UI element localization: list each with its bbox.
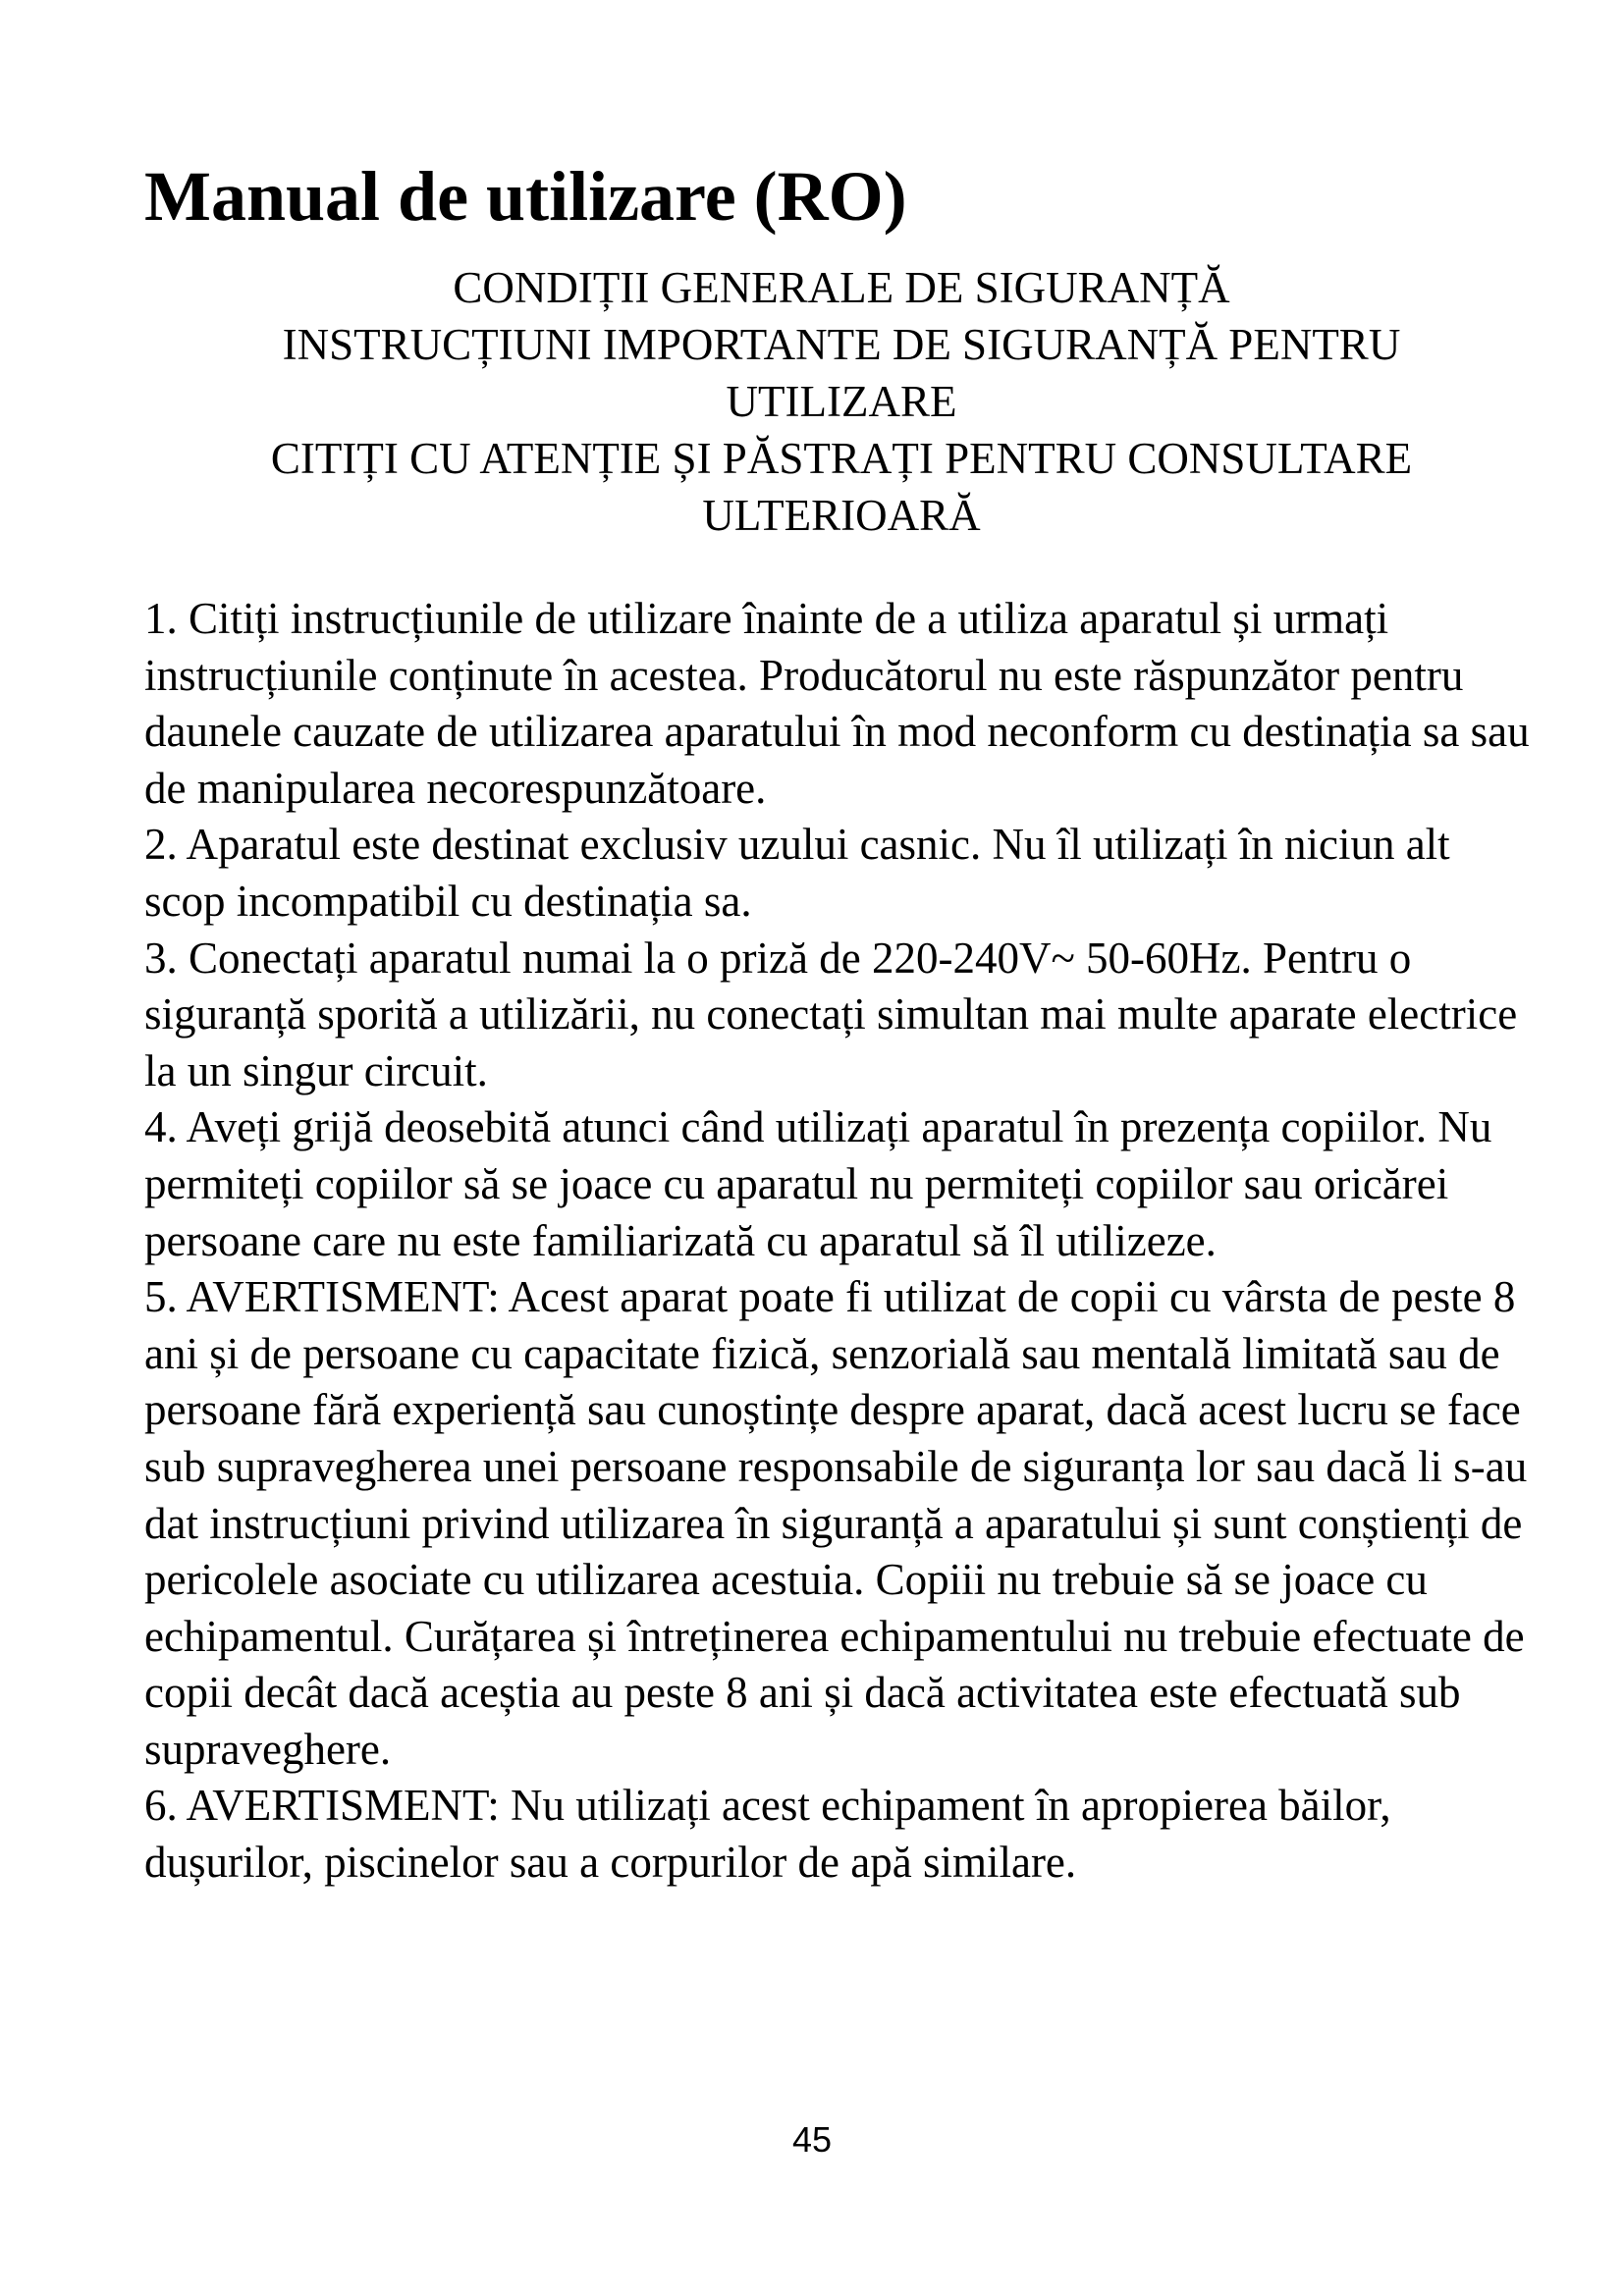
page-title: Manual de utilizare (RO) — [144, 157, 907, 236]
safety-heading — [144, 259, 1539, 544]
heading-line: CONDIȚII GENERALE DE SIGURANȚĂ — [453, 263, 1230, 312]
manual-page — [144, 147, 1539, 1892]
instruction-item-1: 1. Citiți instrucțiunile de utilizare înainte de a utiliza aparatul și urmați instrucțiunile conținute în acestea. Producătorul nu este răspunzător pentru daunele cauzate de utilizarea aparatului în mod neconform cu destinația sa sau de manipularea necorespunzătoare. — [144, 594, 1530, 813]
instruction-item-2: 2. Aparatul este destinat exclusiv uzului casnic. Nu îl utilizați în niciun alt scop incompatibil cu destinația sa. — [144, 820, 1450, 926]
safety-instructions-list — [144, 591, 1539, 1892]
instruction-item-3: 3. Conectați aparatul numai la o priză de 220-240V~ 50-60Hz. Pentru o siguranță sporită a utilizării, nu conectați simultan mai multe aparate electrice la un singur circuit. — [144, 933, 1518, 1095]
heading-line: ULTERIOARĂ — [702, 491, 981, 540]
heading-line: CITIȚI CU ATENȚIE ȘI PĂSTRAȚI PENTRU CONSULTARE — [270, 434, 1413, 483]
heading-line: UTILIZARE — [726, 377, 957, 426]
heading-line: INSTRUCȚIUNI IMPORTANTE DE SIGURANȚĂ PENTRU — [282, 320, 1401, 369]
instruction-item-4: 4. Aveți grijă deosebită atunci când utilizați aparatul în prezența copiilor. Nu permiteți copiilor să se joace cu aparatul nu permiteți copiilor sau oricărei persoane care nu este familiarizată cu aparatul să îl utilizeze. — [144, 1102, 1492, 1265]
page-number: 45 — [791, 2119, 833, 2160]
instruction-item-6: 6. AVERTISMENT: Nu utilizați acest echipament în apropierea băilor, dușurilor, piscinelor sau a corpurilor de apă similare. — [144, 1781, 1391, 1888]
instruction-item-5: 5. AVERTISMENT: Acest aparat poate fi utilizat de copii cu vârsta de peste 8 ani și de persoane cu capacitate fizică, senzorială sau mentală limitată sau de persoane fără experiență sau cunoștințe despre aparat, dacă acest lucru se face sub supravegherea unei persoane responsabile de siguranța lor sau dacă li s-au dat instrucțiuni privind utilizarea în siguranță a aparatului și sunt conștienți de pericolele asociate cu utilizarea acestuia. Copiii nu trebuie să se joace cu echipamentul. Curățarea și întreținerea echipamentului nu trebuie efectuate de copii decât dacă aceștia au peste 8 ani și dacă activitatea este efectuată sub supraveghere. — [144, 1272, 1528, 1774]
